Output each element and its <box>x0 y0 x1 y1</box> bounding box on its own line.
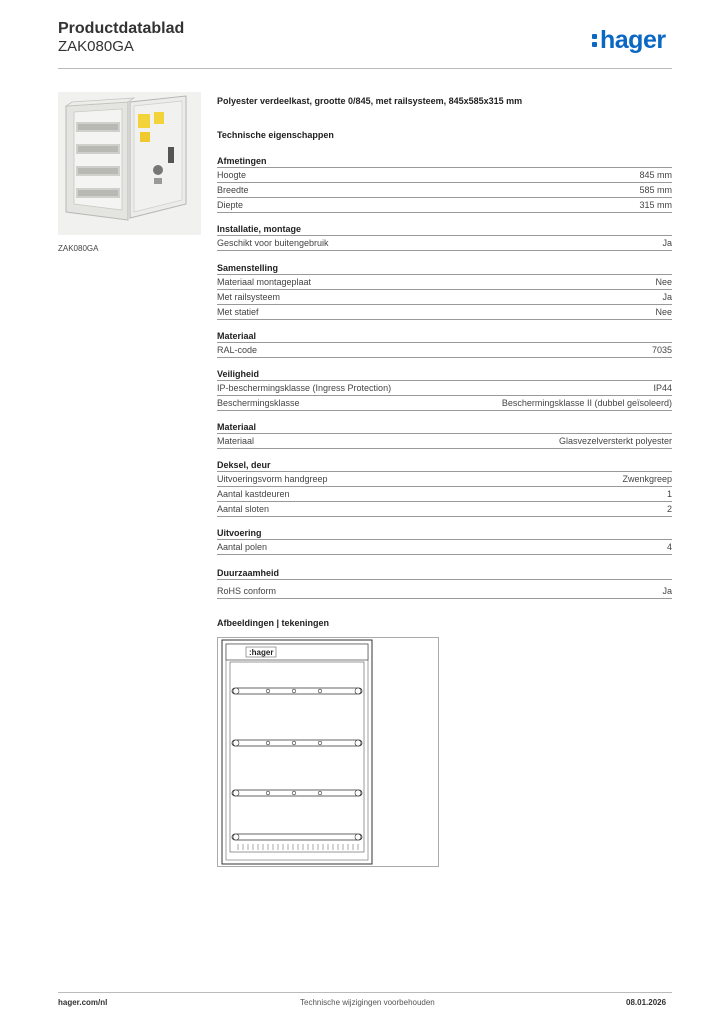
hager-logo: hager <box>592 26 666 55</box>
drawings-heading: Afbeeldingen | tekeningen <box>217 618 330 628</box>
spec-group <box>217 330 672 358</box>
group-heading: Veiligheid <box>217 368 672 381</box>
spec-group <box>217 262 672 320</box>
spec-row: Aantal polen 4 <box>217 540 672 555</box>
logo-dots-icon <box>592 30 598 50</box>
spec-row: Aantal sloten 2 <box>217 502 672 517</box>
spec-row: IP-beschermingsklasse (Ingress Protection) IP44 <box>217 381 672 396</box>
group-heading: Uitvoering <box>217 527 672 540</box>
group-heading: Materiaal <box>217 421 672 434</box>
spec-row: RoHS conform Ja <box>217 584 672 599</box>
spec-group <box>217 421 672 449</box>
spec-row: Aantal kastdeuren 1 <box>217 487 672 502</box>
spec-row: Met statief Nee <box>217 305 672 320</box>
tech-heading: Technische eigenschappen <box>217 130 334 140</box>
photo-caption: ZAK080GA <box>58 244 99 253</box>
spec-row: Geschikt voor buitengebruik Ja <box>217 236 672 251</box>
spec-row: Breedte 585 mm <box>217 183 672 198</box>
spec-group <box>217 368 672 411</box>
product-description: Polyester verdeelkast, grootte 0/845, met railsysteem, 845x585x315 mm <box>217 96 523 106</box>
group-heading: Materiaal <box>217 330 672 343</box>
technical-drawing <box>217 637 439 867</box>
product-code: ZAK080GA <box>58 38 134 55</box>
group-heading: Duurzaamheid <box>217 567 672 580</box>
footer-disclaimer: Technische wijzigingen voorbehouden <box>300 998 435 1007</box>
footer-date: 08.01.2026 <box>626 998 667 1007</box>
spec-group <box>217 527 672 555</box>
spec-row: Materiaal Glasvezelversterkt polyester <box>217 434 672 449</box>
spec-row: Diepte 315 mm <box>217 198 672 213</box>
group-heading: Afmetingen <box>217 155 672 168</box>
drawing-logo: :hager <box>249 648 274 657</box>
spec-row: Hoogte 845 mm <box>217 168 672 183</box>
page-title: Productdatablad <box>58 20 185 37</box>
spec-row: Materiaal montageplaat Nee <box>217 275 672 290</box>
spec-row: Met railsysteem Ja <box>217 290 672 305</box>
spec-group <box>217 155 672 213</box>
group-heading: Deksel, deur <box>217 459 672 472</box>
spec-row: Beschermingsklasse Beschermingsklasse II (dubbel geïsoleerd) <box>217 396 672 411</box>
group-heading: Samenstelling <box>217 262 672 275</box>
footer-divider <box>58 992 672 993</box>
spec-group <box>217 223 672 251</box>
header-divider <box>58 68 672 69</box>
footer-website-link[interactable]: hager.com/nl <box>58 998 108 1007</box>
spec-group <box>217 459 672 517</box>
spec-row: RAL-code 7035 <box>217 343 672 358</box>
spec-row: Uitvoeringsvorm handgreep Zwenkgreep <box>217 472 672 487</box>
group-heading: Installatie, montage <box>217 223 672 236</box>
product-photo <box>58 92 201 235</box>
spec-group <box>217 567 672 599</box>
